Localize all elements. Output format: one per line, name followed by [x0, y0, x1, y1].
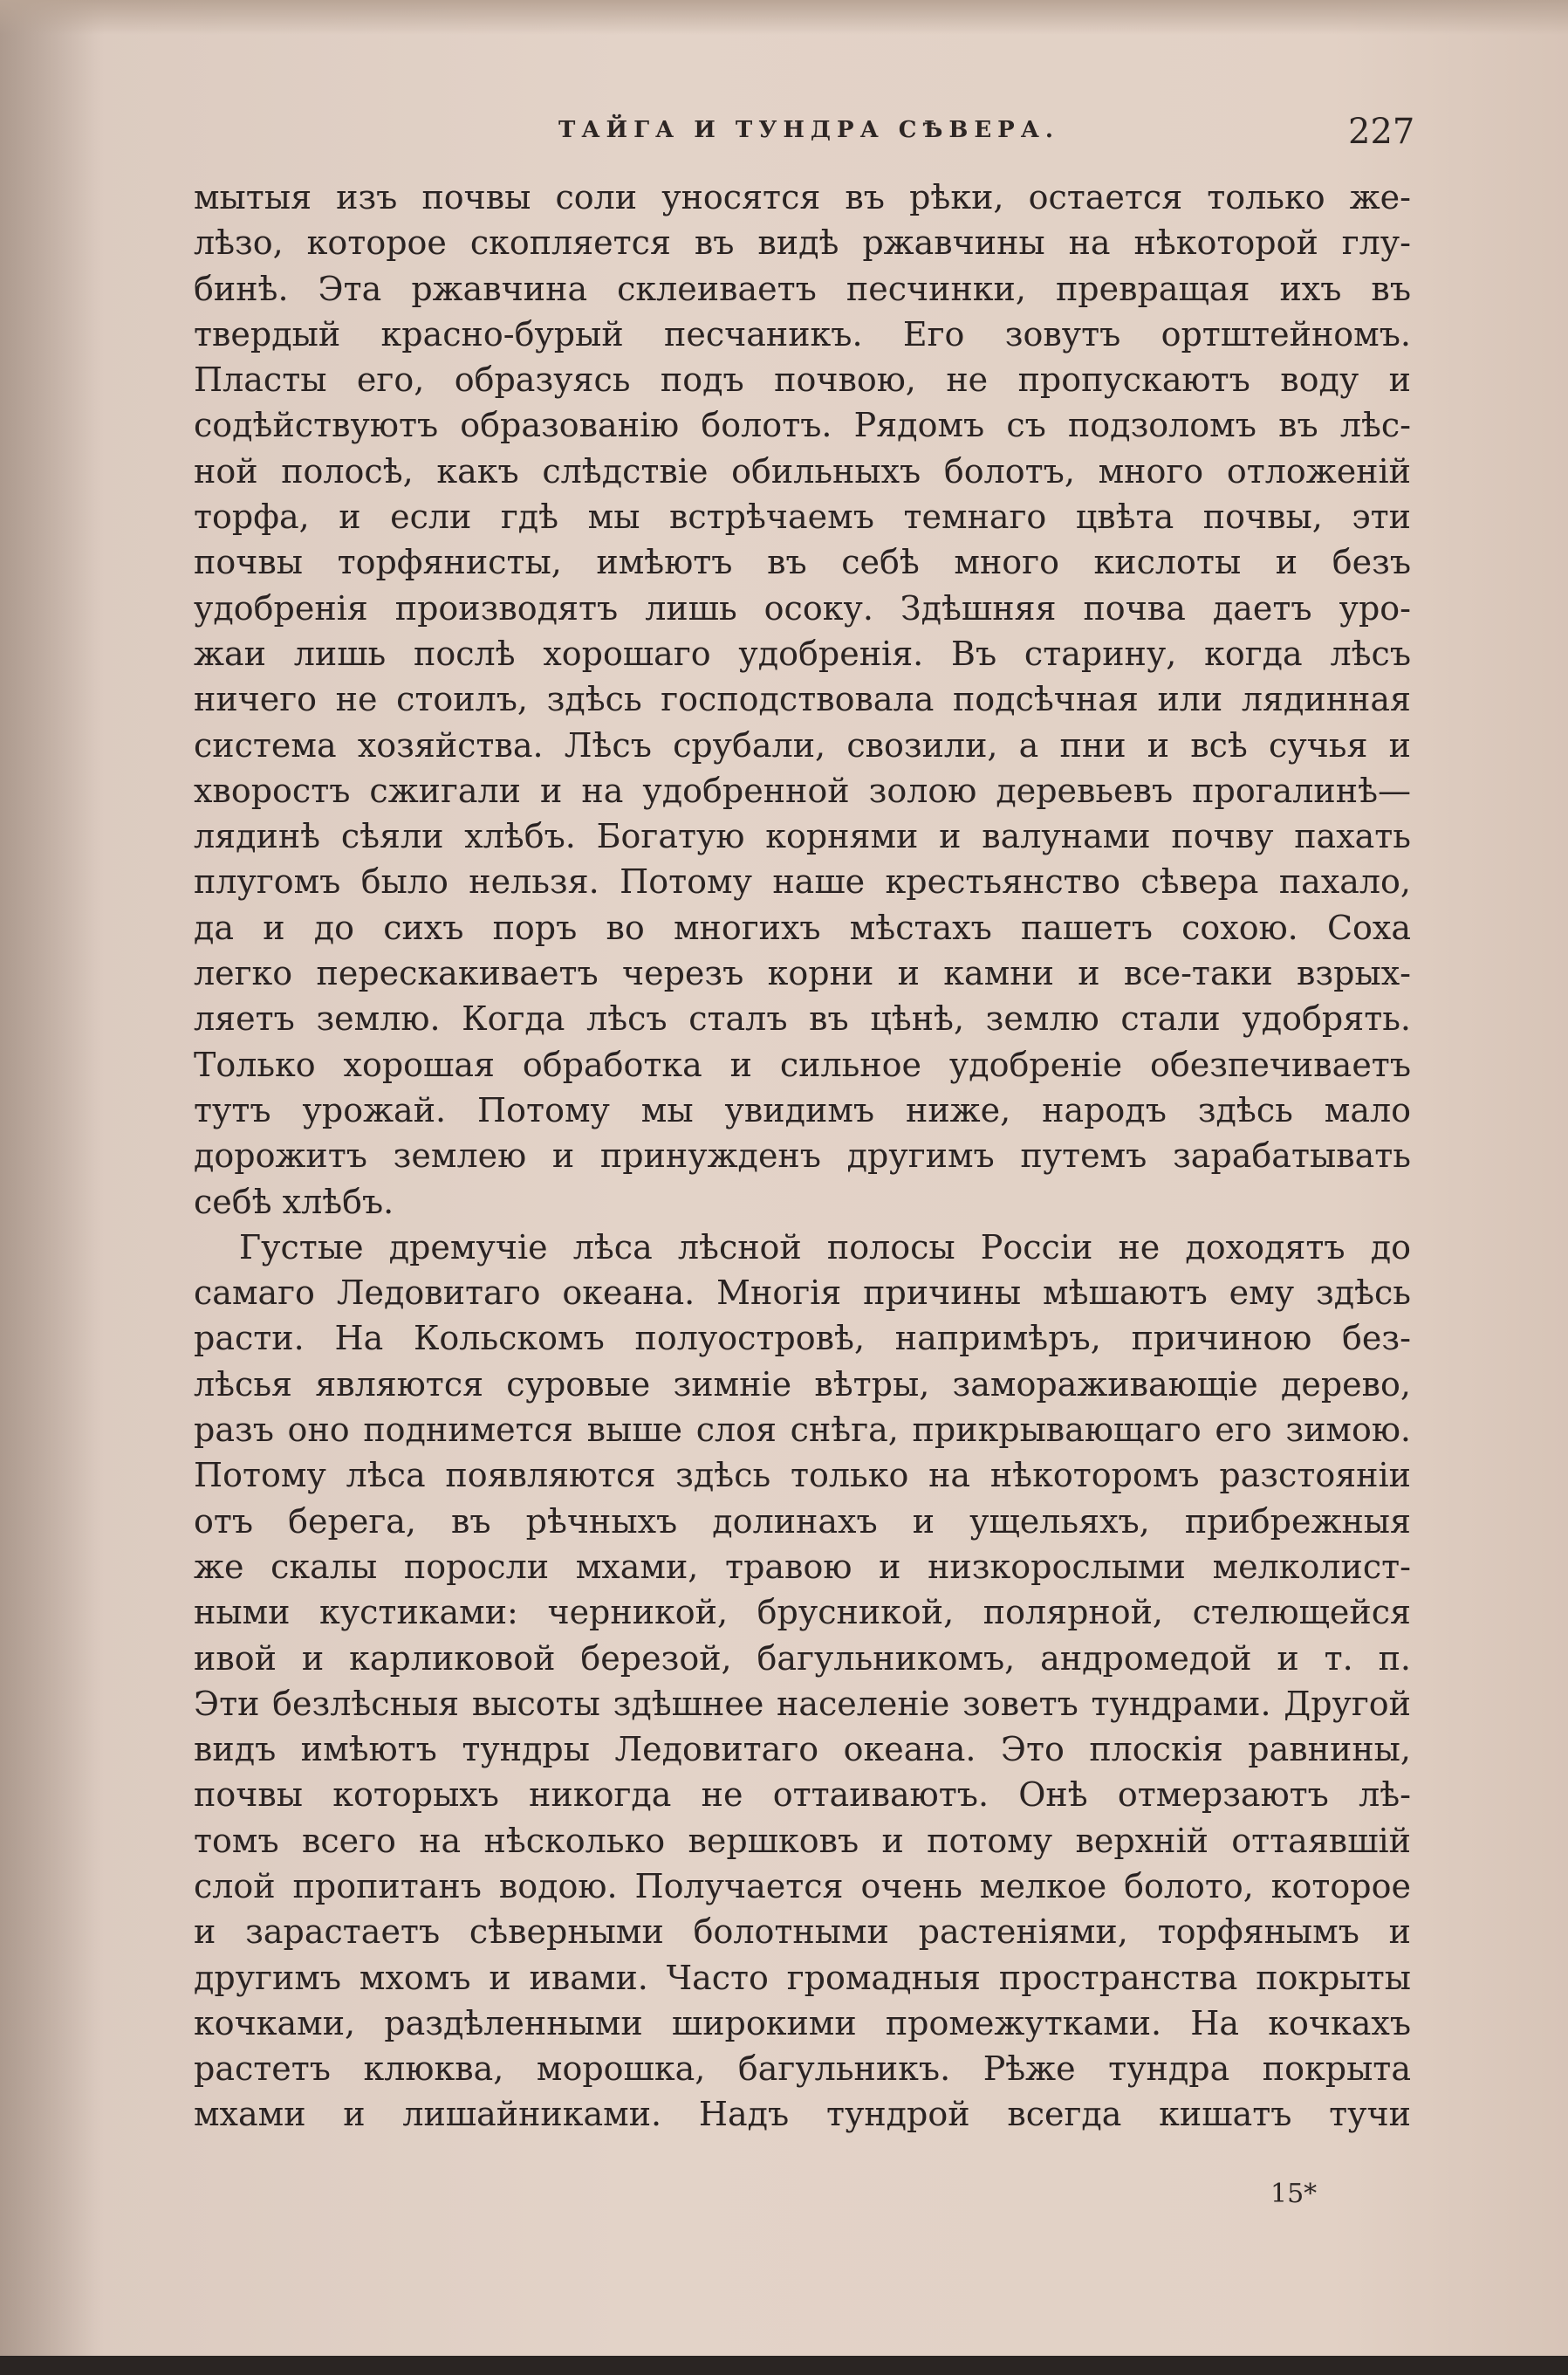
text-line: да и до сихъ поръ во многихъ мѣстахъ пашетъ сохою. Соха: [194, 908, 1411, 947]
text-line: себѣ хлѣбъ.: [194, 1182, 394, 1221]
page-bottom-edge: [0, 2356, 1568, 2375]
running-head-title: ТАЙГА И ТУНДРА СѢВЕРА.: [558, 117, 1059, 143]
text-line: тутъ урожай. Потому мы увидимъ ниже, народъ здѣсь мало: [194, 1090, 1411, 1129]
text-line: торфа, и если гдѣ мы встрѣчаемъ темнаго цвѣта почвы, эти: [194, 498, 1411, 537]
text-line: бинѣ. Эта ржавчина склеиваетъ песчинки, превращая ихъ въ: [194, 269, 1411, 308]
text-line: томъ всего на нѣсколько вершковъ и потому верхній оттаявшій: [194, 1821, 1411, 1860]
text-line: лѣзо, которое скопляется въ видѣ ржавчины на нѣкоторой глу-: [194, 223, 1411, 263]
text-line: разъ оно поднимется выше слоя снѣга, прикрывающаго его зимою.: [194, 1411, 1411, 1450]
text-line: ивой и карликовой березой, багульникомъ, андромедой и т. п.: [194, 1638, 1411, 1678]
body-text: [194, 175, 1411, 2138]
text-line: система хозяйства. Лѣсъ срубали, свозили, а пни и всѣ сучья и: [194, 725, 1411, 765]
text-line: другимъ мхомъ и ивами. Часто громадныя пространства покрыты: [194, 1958, 1411, 1997]
text-line: лядинѣ сѣяли хлѣбъ. Богатую корнями и валунами почву пахать: [194, 817, 1411, 856]
text-line: растетъ клюква, морошка, багульникъ. Рѣже тундра покрыта: [194, 2049, 1411, 2089]
text-line: удобренія производятъ лишь осоку. Здѣшняя почва даетъ уро-: [194, 588, 1411, 628]
text-line: хворостъ сжигали и на удобренной золою деревьевъ прогалинѣ—: [194, 771, 1411, 810]
text-line: расти. На Кольскомъ полуостровѣ, напримѣръ, причиною без-: [194, 1319, 1411, 1358]
text-line: ляетъ землю. Когда лѣсъ сталъ въ цѣнѣ, землю стали удобрять.: [194, 999, 1411, 1039]
text-line: почвы которыхъ никогда не оттаиваютъ. Онѣ отмерзаютъ лѣ-: [194, 1775, 1411, 1815]
running-head: [0, 112, 1568, 155]
text-line: дорожитъ землею и принужденъ другимъ путемъ зарабатывать: [194, 1136, 1411, 1176]
text-line: Потому лѣса появляются здѣсь только на нѣкоторомъ разстояніи: [194, 1456, 1411, 1495]
text-line: плугомъ было нельзя. Потому наше крестьянство сѣвера пахало,: [194, 862, 1411, 902]
text-line: Эти безлѣсныя высоты здѣшнее населеніе зоветъ тундрами. Другой: [194, 1684, 1411, 1723]
text-line: ными кустиками: черникой, брусникой, полярной, стелющейся: [194, 1593, 1411, 1632]
text-line: слой пропитанъ водою. Получается очень мелкое болото, которое: [194, 1866, 1411, 1905]
text-line: легко перескакиваетъ черезъ корни и камни и все-таки взрых-: [194, 954, 1411, 993]
text-line: почвы торфянисты, имѣютъ въ себѣ много кислоты и безъ: [194, 543, 1411, 582]
text-line: же скалы поросли мхами, травою и низкорослыми мелколист-: [194, 1547, 1411, 1586]
text-line: видъ имѣютъ тундры Ледовитаго океана. Это плоскія равнины,: [194, 1730, 1411, 1769]
text-line: Пласты его, образуясь подъ почвою, не пропускаютъ воду и: [194, 360, 1411, 400]
text-line: жаи лишь послѣ хорошаго удобренія. Въ старину, когда лѣсъ: [194, 634, 1411, 673]
text-line: мытыя изъ почвы соли уносятся въ рѣки, остается только же-: [194, 178, 1411, 216]
text-line: ной полосѣ, какъ слѣдствіе обильныхъ болотъ, много отложеній: [194, 451, 1411, 491]
text-line: Только хорошая обработка и сильное удобреніе обезпечиваетъ: [194, 1045, 1411, 1084]
page-top-edge: [0, 0, 1568, 35]
text-line: лѣсья являются суровые зимніе вѣтры, замораживающіе дерево,: [194, 1364, 1411, 1404]
text-line: ничего не стоилъ, здѣсь господствовала подсѣчная или лядинная: [194, 680, 1411, 719]
text-line: твердый красно-бурый песчаникъ. Его зовутъ ортштейномъ.: [194, 314, 1411, 354]
text-line: кочками, раздѣленными широкими промежутками. На кочкахъ: [194, 2003, 1411, 2042]
page-number: 227: [1348, 112, 1415, 152]
text-line: содѣйствуютъ образованію болотъ. Рядомъ съ подзоломъ въ лѣс-: [194, 406, 1411, 445]
text-line: самаго Ледовитаго океана. Многія причины мѣшаютъ ему здѣсь: [194, 1273, 1411, 1313]
page-spine-shadow: [0, 0, 105, 2375]
text-line: и зарастаетъ сѣверными болотными растеніями, торфянымъ и: [194, 1912, 1411, 1952]
text-line: Густые дремучіе лѣса лѣсной полосы Россіи не доходятъ до: [239, 1227, 1411, 1266]
text-line: отъ берега, въ рѣчныхъ долинахъ и ущельяхъ, прибрежныя: [194, 1501, 1411, 1541]
text-line: мхами и лишайниками. Надъ тундрой всегда кишатъ тучи: [194, 2095, 1411, 2134]
printer-signature-mark: 15*: [1270, 2179, 1318, 2209]
